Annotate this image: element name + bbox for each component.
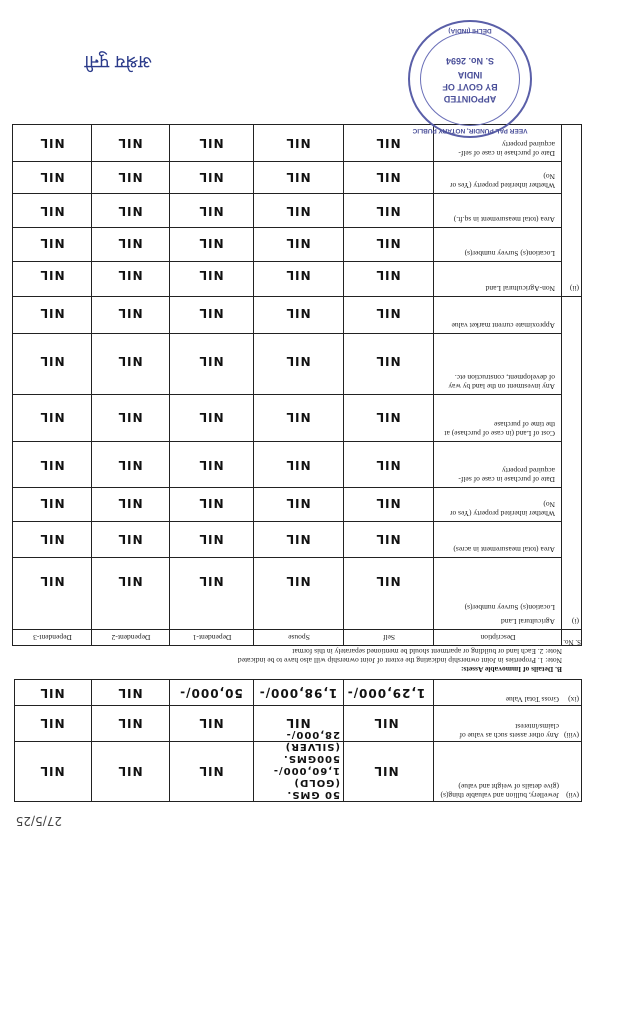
spouse-value: NIL — [285, 306, 311, 320]
dependent1-value: NIL — [198, 236, 224, 250]
self-value: NIL — [375, 410, 401, 424]
stamp-line-3: INDIA — [457, 70, 483, 80]
row-number: (vii) — [566, 791, 579, 800]
dependent1-value: NIL — [198, 496, 224, 510]
dependent3-value: NIL — [39, 268, 65, 282]
dependent3-value: NIL — [39, 496, 65, 510]
self-value: NIL — [375, 170, 401, 184]
row-number: (ix) — [568, 695, 579, 704]
self-value: NIL — [373, 716, 399, 730]
self-value: NIL — [373, 764, 399, 778]
row-label: Date of purchase in case of self-acquired property — [458, 140, 555, 158]
dependent2-value: NIL — [117, 204, 143, 218]
dependent1-value: NIL — [198, 136, 224, 150]
self-value: NIL — [375, 354, 401, 368]
dependent1-value: NIL — [198, 410, 224, 424]
dependent2-value: NIL — [117, 410, 143, 424]
note-1: Note: 1. Properties in Joint ownership indicating the extent of Joint ownership will also have to be indicated — [237, 656, 562, 665]
spouse-value: NIL — [285, 410, 311, 424]
spouse-value: 1,98,000/- — [258, 686, 338, 700]
spouse-value: NIL — [285, 716, 311, 730]
row-label: Any investment on the land by way of development, construction etc. — [448, 373, 555, 391]
spouse-value: NIL — [285, 268, 311, 282]
header-description: Description — [480, 633, 516, 642]
self-value: NIL — [375, 306, 401, 320]
row-label: Whether inherited property (Yes or No) — [449, 500, 555, 518]
dependent2-value: NIL — [117, 574, 143, 588]
header-sno: S. No. — [563, 638, 581, 646]
spouse-value: NIL — [285, 136, 311, 150]
dependent2-value: NIL — [117, 458, 143, 472]
row-label: Approximate current market value — [451, 321, 555, 330]
stamp-line-4: S. No. 2694 — [445, 56, 495, 66]
row-label: Any other assets such as value of claims/interest — [459, 722, 559, 740]
dependent1-value: 50,000/- — [179, 686, 243, 700]
dependent1-value: NIL — [198, 306, 224, 320]
dependent1-value: NIL — [198, 170, 224, 184]
row-label: Cost of Land (in case of purchase) at the time of purchase — [444, 420, 555, 438]
spouse-value: NIL — [285, 532, 311, 546]
dependent1-value: NIL — [198, 268, 224, 282]
self-value: NIL — [375, 496, 401, 510]
dependent3-value: NIL — [39, 410, 65, 424]
spouse-value: NIL — [285, 458, 311, 472]
spouse-value: NIL — [285, 496, 311, 510]
spouse-value: 50 GMS. (GOLD) 1,60,000/- 500GMS. (SILVER) 28,000/- — [272, 729, 340, 800]
row-label: Area (total measurement in acres) — [453, 545, 555, 554]
row-label: Area (total measurement in sq.ft.) — [453, 215, 555, 224]
group-ii-number: (ii) — [569, 284, 579, 293]
header-self: Self — [382, 633, 396, 642]
group-i-number: (i) — [571, 617, 579, 626]
dependent2-value: NIL — [117, 170, 143, 184]
dependent2-value: NIL — [117, 354, 143, 368]
signature-top: अश्रेय पुनी — [84, 51, 152, 72]
dependent3-value: NIL — [39, 574, 65, 588]
dependent2-value: NIL — [117, 716, 143, 730]
dependent1-value: NIL — [198, 764, 224, 778]
notary-stamp — [408, 20, 532, 138]
dependent3-value: NIL — [39, 306, 65, 320]
self-value: NIL — [375, 532, 401, 546]
self-value: NIL — [375, 574, 401, 588]
dependent3-value: NIL — [39, 236, 65, 250]
stamp-outer-text: VEER PAL PUNDIR, NOTARY PUBLIC — [412, 127, 528, 134]
dependent3-value: NIL — [39, 686, 65, 700]
stamp-line-2: BY GOVT OF — [442, 82, 498, 92]
dependent2-value: NIL — [117, 496, 143, 510]
dependent3-value: NIL — [39, 716, 65, 730]
group-i-title: Agricultural Land — [501, 617, 555, 626]
row-number: (viii) — [564, 731, 579, 740]
stamp-bottom-text: DELHI (INDIA) — [448, 27, 492, 34]
dependent1-value: NIL — [198, 204, 224, 218]
dependent2-value: NIL — [117, 764, 143, 778]
spouse-value: NIL — [285, 574, 311, 588]
dependent3-value: NIL — [39, 170, 65, 184]
dependent3-value: NIL — [39, 204, 65, 218]
dependent1-value: NIL — [198, 574, 224, 588]
dependent2-value: NIL — [117, 686, 143, 700]
self-value: 1,29,000/- — [346, 686, 426, 700]
self-value: NIL — [375, 236, 401, 250]
header-dependent-2: Dependent-2 — [111, 633, 151, 642]
header-spouse: Spouse — [288, 633, 310, 642]
stamp-line-1: APPOINTED — [443, 94, 497, 104]
row-label: Date of purchase in case of self-acquired property — [458, 466, 555, 484]
self-value: NIL — [375, 458, 401, 472]
header-dependent-3: Dependent-3 — [33, 633, 72, 642]
group-ii-title: Non-Agricultural Land — [485, 284, 555, 293]
dependent3-value: NIL — [39, 764, 65, 778]
row-label: Location(s) Survey number(s) — [464, 249, 555, 258]
dependent3-value: NIL — [39, 458, 65, 472]
dependent1-value: NIL — [198, 716, 224, 730]
dependent2-value: NIL — [117, 236, 143, 250]
row-label: Jewellery, bullion and valuable thing(s) (give details of weight and value) — [440, 782, 559, 800]
spouse-value: NIL — [285, 354, 311, 368]
self-value: NIL — [375, 268, 401, 282]
row-label: Whether inherited property (Yes or No) — [449, 172, 555, 190]
self-value: NIL — [375, 204, 401, 218]
dependent3-value: NIL — [39, 354, 65, 368]
spouse-value: NIL — [285, 236, 311, 250]
row-label: Gross Total Value — [505, 695, 559, 704]
dependent2-value: NIL — [117, 136, 143, 150]
self-value: NIL — [375, 136, 401, 150]
signature-date: 27/5/25 — [15, 814, 62, 828]
dependent1-value: NIL — [198, 532, 224, 546]
dependent2-value: NIL — [117, 532, 143, 546]
dependent1-value: NIL — [198, 354, 224, 368]
dependent1-value: NIL — [198, 458, 224, 472]
dependent2-value: NIL — [117, 268, 143, 282]
note-2: Note: 2. Each land or building or apartment should be mentioned separately in this format — [292, 647, 562, 656]
dependent3-value: NIL — [39, 532, 65, 546]
dependent2-value: NIL — [117, 306, 143, 320]
section-b-title: B. Details of Immovable Assets: — [460, 665, 562, 674]
spouse-value: NIL — [285, 170, 311, 184]
dependent3-value: NIL — [39, 136, 65, 150]
row-label: Location(s) Survey number(s) — [464, 603, 555, 612]
spouse-value: NIL — [285, 204, 311, 218]
header-dependent-1: Dependent-1 — [192, 633, 232, 642]
